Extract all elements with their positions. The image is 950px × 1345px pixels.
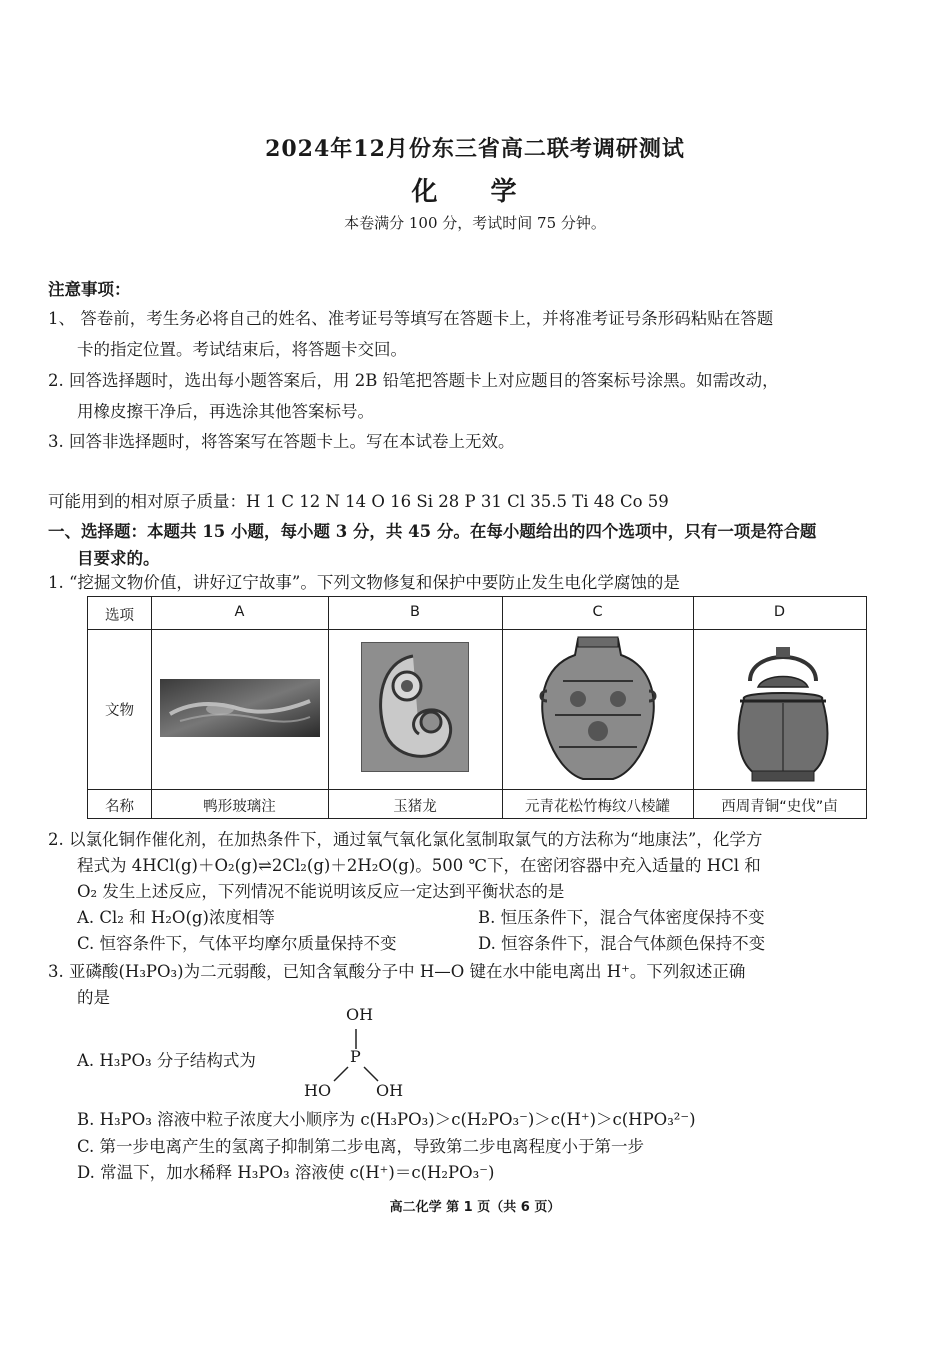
exam-title: 2024年12月份东三省高二联考调研测试 — [265, 136, 685, 162]
q2-line-3: O₂ 发生上述反应，下列情况不能说明该反应一定达到平衡状态的是 — [77, 882, 565, 901]
subject-title — [0, 171, 950, 208]
section1-heading-cont: 目要求的。 — [77, 549, 160, 568]
column-a: A — [234, 604, 245, 620]
q2-option-d: D. 恒容条件下，混合气体颜色保持不变 — [478, 934, 766, 953]
table-row-label-name: 名称 — [105, 799, 134, 815]
artifact-name-c: 元青花松竹梅纹八棱罐 — [525, 799, 670, 815]
q2-line-1: 2. 以氯化铜作催化剂，在加热条件下，通过氧气氧化氯化氢制取氯气的方法称为“地康法”，化学方 — [48, 830, 763, 849]
q3-line-1: 3. 亚磷酸(H₃PO₃)为二元弱酸，已知含氧酸分子中 H—O 键在水中能电离出 H⁺。下列叙述正确 — [48, 962, 746, 981]
q2-line-2: 程式为 4HCl(g)＋O₂(g)⇌2Cl₂(g)＋2H₂O(g)。500 ℃下，在密闭容器中充入适量的 HCl 和 — [77, 856, 761, 875]
notice-item-1: 1、 答卷前，考生务必将自己的姓名、准考证号等填写在答题卡上，并将准考证号条形码粘贴在答题 — [48, 309, 774, 328]
table-row-label-artifact: 文物 — [105, 703, 134, 719]
score-note: 本卷满分 100 分，考试时间 75 分钟。 — [344, 214, 606, 232]
q3-option-b: B. H₃PO₃ 溶液中粒子浓度大小顺序为 c(H₃PO₃)＞c(H₂PO₃⁻)＞c(H⁺)＞c(HPO₃²⁻) — [77, 1110, 696, 1129]
notice-item-2-cont: 用橡皮擦干净后，再选涂其他答案标号。 — [77, 402, 374, 421]
q3-option-c: C. 第一步电离产生的氢离子抑制第二步电离，导致第二步电离程度小于第一步 — [77, 1137, 645, 1156]
page-footer: 高二化学 第 1 页（共 6 页） — [389, 1200, 561, 1215]
q2-option-a: A. Cl₂ 和 H₂O(g)浓度相等 — [77, 908, 275, 927]
structure-right-oh: OH — [376, 1081, 404, 1100]
artifact-name-b: 玉猪龙 — [393, 799, 437, 815]
notice-item-2: 2. 回答选择题时，选出每小题答案后，用 2B 铅笔把答题卡上对应题目的答案标号涂黑。如需改动， — [48, 371, 779, 390]
structure-left-ho: HO — [304, 1081, 332, 1100]
artifact-name-d: 西周青铜“史伐”卣 — [721, 799, 838, 815]
artifact-name-a: 鸭形玻璃注 — [203, 799, 276, 815]
q3-option-d: D. 常温下，加水稀释 H₃PO₃ 溶液使 c(H⁺)＝c(H₂PO₃⁻) — [77, 1163, 495, 1182]
notice-item-1-cont: 卡的指定位置。考试结束后，将答题卡交回。 — [77, 340, 407, 359]
notice-heading: 注意事项： — [48, 280, 131, 299]
q2-option-b: B. 恒压条件下，混合气体密度保持不变 — [478, 908, 765, 927]
q3-option-a: A. H₃PO₃ 分子结构式为 — [77, 1051, 256, 1070]
q1-table — [87, 596, 867, 819]
structure-p: P — [350, 1047, 361, 1066]
notice-item-3: 3. 回答非选择题时，将答案写在答题卡上。写在本试卷上无效。 — [48, 432, 515, 451]
q1-stem: 1. “挖掘文物价值，讲好辽宁故事”。下列文物修复和保护中要防止发生电化学腐蚀的是 — [48, 573, 680, 592]
blue-white-octagonal-jar-image — [533, 635, 663, 781]
structure-top-oh: OH — [346, 1005, 374, 1024]
duck-glass-vessel-image — [160, 679, 320, 737]
q3-line-2: 的是 — [77, 988, 110, 1007]
subject-text: 化 学 — [411, 177, 539, 207]
table-row-label-option: 选项 — [105, 608, 134, 624]
bronze-you-vessel-image — [728, 643, 838, 783]
h3po3-structure — [300, 1005, 420, 1105]
column-d: D — [773, 604, 786, 620]
q2-option-c: C. 恒容条件下，气体平均摩尔质量保持不变 — [77, 934, 397, 953]
atomic-masses: 可能用到的相对原子质量：H 1 C 12 N 14 O 16 Si 28 P 31 Cl 35.5 Ti 48 Co 59 — [48, 492, 669, 511]
jade-pig-dragon-image — [361, 642, 469, 772]
column-b: B — [410, 604, 420, 620]
column-c: C — [592, 604, 603, 620]
section1-heading: 一、选择题：本题共 15 小题，每小题 3 分，共 45 分。在每小题给出的四个选项中，只有一项是符合题 — [48, 522, 817, 541]
